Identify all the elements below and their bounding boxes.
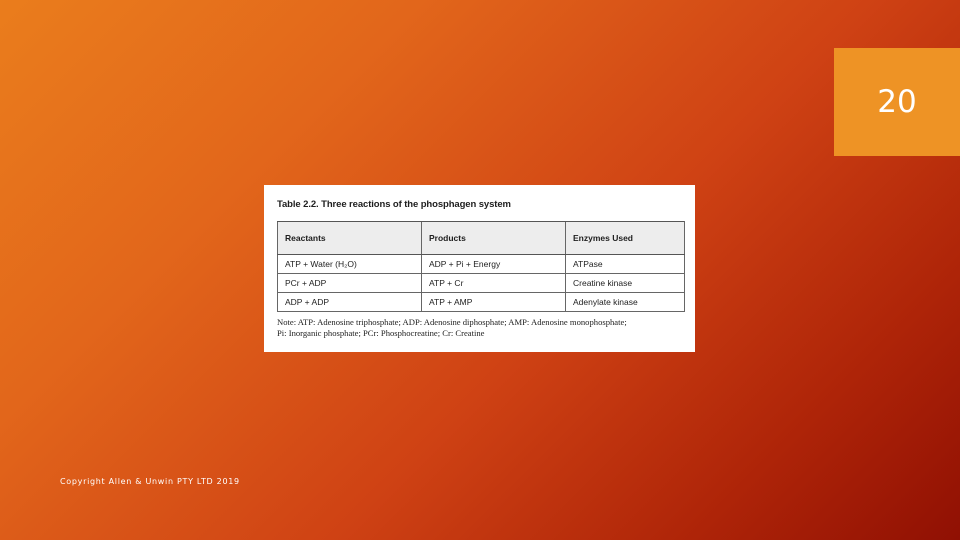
table-row xyxy=(278,293,685,312)
header-reactants: Reactants xyxy=(278,222,422,255)
enzyme-cell: Creatine kinase xyxy=(566,274,685,293)
reactants-cell: PCr + ADP xyxy=(278,274,422,293)
page-number-badge xyxy=(834,48,960,156)
enzyme-cell: Adenylate kinase xyxy=(566,293,685,312)
table-figure xyxy=(264,185,695,352)
table-row xyxy=(278,255,685,274)
table-row xyxy=(278,274,685,293)
table-note-line-2: Pi: Inorganic phosphate; PCr: Phosphocreatine; Cr: Creatine xyxy=(277,328,485,338)
table-note xyxy=(277,317,685,339)
table-title: Table 2.2. Three reactions of the phosphagen system xyxy=(277,199,511,210)
reactions-table xyxy=(277,221,685,312)
enzyme-cell: ATPase xyxy=(566,255,685,274)
table-note-line-1: Note: ATP: Adenosine triphosphate; ADP: Adenosine diphosphate; AMP: Adenosine monophosphate; xyxy=(277,317,627,327)
products-cell: ATP + AMP xyxy=(422,293,566,312)
reactants-cell: ADP + ADP xyxy=(278,293,422,312)
reactants-cell: ATP + Water (H₂O) xyxy=(278,255,422,274)
table-header-row xyxy=(278,222,685,255)
copyright-notice: Copyright Allen & Unwin PTY LTD 2019 xyxy=(60,477,240,486)
products-cell: ATP + Cr xyxy=(422,274,566,293)
products-cell: ADP + Pi + Energy xyxy=(422,255,566,274)
page-number: 20 xyxy=(877,84,917,120)
header-enzymes-used: Enzymes Used xyxy=(566,222,685,255)
header-products: Products xyxy=(422,222,566,255)
